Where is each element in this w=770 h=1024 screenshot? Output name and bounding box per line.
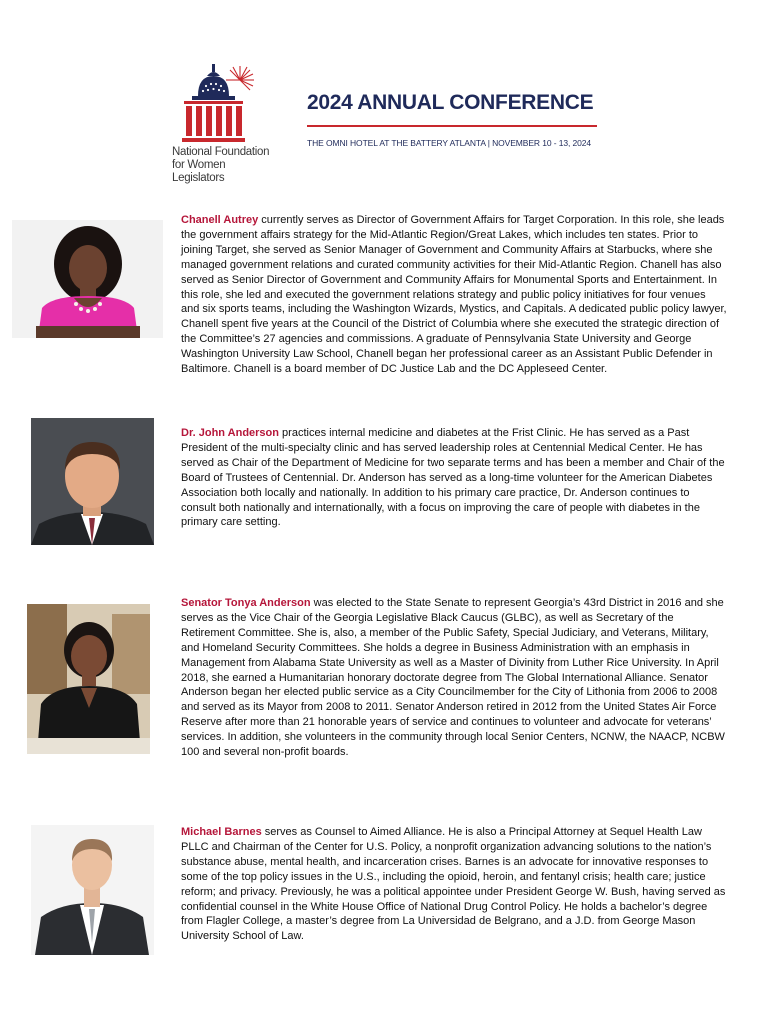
- conference-title: 2024 ANNUAL CONFERENCE: [307, 91, 594, 114]
- speaker-name: Chanell Autrey: [181, 214, 259, 226]
- michael-barnes-photo: [31, 825, 154, 955]
- bio-john-anderson: [181, 426, 727, 530]
- speaker-name: Dr. John Anderson: [181, 427, 279, 439]
- title-divider: [307, 125, 597, 127]
- speaker-bio-text: serves as Counsel to Aimed Alliance. He is also a Principal Attorney at Sequel Health Law PLLC and Chairman of the Center for U.S. Policy, a nonprofit organization advancing solutions to the nation’s substance abuse, mental health, and incarceration crises. Barnes is an advocate for innovative responses to some of the top policy issues in the U.S., including the opioid, heroin, and fentanyl crisis; health care; justice reform; and privacy. Previously, he was a political appointee under President George W. Bush, having served as confidential counsel in the White House Office of National Drug Control Policy. He holds a bachelor’s degree from Flagler College, a master’s degree from La Universidad de Belgrano, and a J.D. from George Mason University School of Law.: [181, 826, 726, 943]
- bio-tonya-anderson: [181, 596, 727, 760]
- speaker-bio-text: was elected to the State Senate to represent Georgia’s 43rd District in 2016 and she serves as the Vice Chair of the Georgia Legislative Black Caucus (GLBC), as well as Secretary of the Retirement Committee. She is, also, a member of the Public Safety, Special Judiciary, and Veterans, Military, and Homeland Security Committees. She holds a degree in Business Administration with an emphasis in Management from Alabama State University as well as a Master of Divinity from Luther Rice University. In April 2018, she earned a Humanitarian honorary doctorate degree from The Global International Alliance. Senator Anderson began her elected public service as a City Councilmember for the City of Lithonia from 2006 to 2008 and served as its Mayor from 2008 to 2011. Senator Anderson retired in 2012 from the United States Air Force Reserve after more than 21 honorable years of service and continues to volunteer and advocate for veterans’ services. In addition, she volunteers in the community through local Senior Centers, NCNW, the NAACP, NCBW 100 and several non-profit boards.: [181, 597, 725, 759]
- org-name: [172, 146, 275, 185]
- org-name-line1: National Foundation: [172, 146, 270, 158]
- speaker-name: Senator Tonya Anderson: [181, 597, 311, 609]
- bio-michael-barnes: [181, 825, 727, 944]
- chanell-autrey-photo: [12, 220, 163, 338]
- speaker-name: Michael Barnes: [181, 826, 262, 838]
- org-name-line2: for Women Legislators: [172, 159, 226, 184]
- speaker-bio-text: currently serves as Director of Government Affairs for Target Corporation. In this role, she leads the government affairs strategy for the Mid-Atlantic Region/Great Lakes, which includes ten states. Prior to joining Target, she served as Senior Manager of Government and Community Affairs at Starbucks, where she managed government relations and curated community activities for their Mid-Atlantic Region. Chanell has also served as Senior Director of Government and Community Affairs for Monumental Sports and Entertainment. In this role, she led and executed the government relations strategy and public policy initiatives for four venues and six sports teams, including the Washington Wizards, Mystics, and Capitals. A dedicated public policy lawyer, Chanell spent five years at the Council of the District of Columbia where she executed the strategic direction of the Committee’s 27 agencies and commissions. A graduate of Pennsylvania State University and George Washington University Law School, Chanell began her professional career as an Assistant Public Defender in Baltimore. Chanell is a board member of DC Justice Lab and the DC Appleseed Center.: [181, 214, 727, 376]
- tonya-anderson-photo: [27, 604, 150, 754]
- capitol-dome-icon: [170, 62, 275, 144]
- bio-chanell-autrey: [181, 213, 727, 377]
- conference-header: [0, 0, 770, 190]
- speaker-bio-text: practices internal medicine and diabetes at the Frist Clinic. He has served as a Past President of the multi-specialty clinic and has served leadership roles at Centennial Medical Center. He has served as Chair of the Department of Medicine for two separate terms and has been a member and Chair of the Board of Trustees of Centennial. Dr. Anderson has served as a long-time volunteer for the American Diabetes Association both locally and nationally. In addition to his primary care practice, Dr. Anderson continues to consult both nationally and internationally, with a focus on improving the care of people with diabetes in the primary care setting.: [181, 427, 725, 529]
- conference-subtitle: THE OMNI HOTEL AT THE BATTERY ATLANTA | NOVEMBER 10 - 13, 2024: [307, 138, 591, 148]
- john-anderson-photo: [31, 418, 154, 545]
- nfwl-logo: [170, 62, 275, 182]
